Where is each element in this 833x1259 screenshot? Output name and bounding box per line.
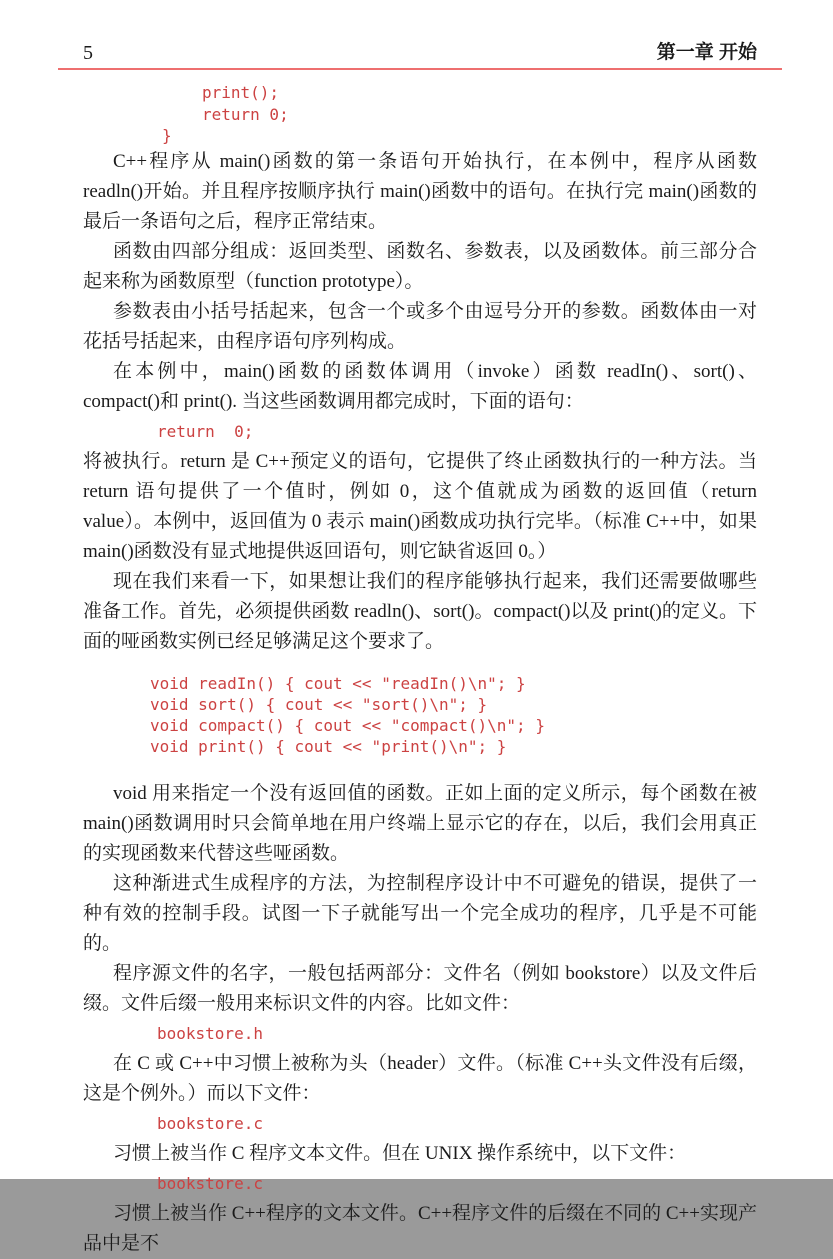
code-line: void print() { cout << "print()\n"; }	[150, 736, 507, 756]
code-line: }	[162, 126, 172, 145]
code-line: void readIn() { cout << "readIn()\n"; }	[150, 673, 526, 693]
code-line: return 0;	[202, 104, 289, 124]
code-line: void compact() { cout << "compact()\n"; }	[150, 715, 545, 735]
paragraph: 这种渐进式生成程序的方法，为控制程序设计中不可避免的错误，提供了一种有效的控制手段。试图一下子就能写出一个完全成功的程序，几乎是不可能的。	[83, 872, 757, 954]
paragraph: void 用来指定一个没有返回值的函数。正如上面的定义所示，每个函数在被 main()函数调用时只会简单地在用户终端上显示它的存在，以后，我们会用真正的实现函数来代替这些哑函数。	[83, 782, 757, 864]
paragraph: 参数表由小括号括起来，包含一个或多个由逗号分开的参数。函数体由一对花括号括起来，由程序语句序列构成。	[83, 300, 757, 352]
paragraph: C++程序从 main()函数的第一条语句开始执行，在本例中，程序从函数 readln()开始。并且程序按顺序执行 main()函数中的语句。在执行完 main()函数的最后一条语句之后，程序正常结束。	[83, 150, 757, 232]
header-rule	[58, 68, 782, 70]
paragraph: 在本例中，main()函数的函数体调用（invoke）函数 readIn()、sort()、compact()和 print(). 当这些函数调用都完成时，下面的语句：	[83, 360, 757, 412]
paragraph: 程序源文件的名字，一般包括两部分：文件名（例如 bookstore）以及文件后缀。文件后缀一般用来标识文件的内容。比如文件：	[83, 962, 757, 1014]
chapter-title: 第一章 开始	[656, 42, 757, 63]
paragraph: 习惯上被当作 C++程序的文本文件。C++程序文件的后缀在不同的 C++实现产品中是不	[83, 1202, 757, 1254]
code-line: bookstore.c	[157, 1113, 263, 1133]
paragraph: 在 C 或 C++中习惯上被称为头（header）文件。（标准 C++头文件没有后缀，这是个例外。）而以下文件：	[83, 1052, 757, 1104]
paragraph: 将被执行。return 是 C++预定义的语句，它提供了终止函数执行的一种方法。当 return 语句提供了一个值时，例如 0，这个值就成为函数的返回值（return value）。本例中，返回值为 0 表示 main()函数成功执行完毕。（标准 C++中，如果 main()函数没有显式地提供返回语句，则它缺省返回 0。）	[83, 450, 757, 562]
code-line: void sort() { cout << "sort()\n"; }	[150, 694, 488, 714]
code-line: bookstore.c	[157, 1173, 263, 1193]
page-header	[83, 0, 757, 64]
code-line: print();	[202, 83, 280, 102]
code-line: return 0;	[157, 421, 254, 441]
paragraph: 函数由四部分组成：返回类型、函数名、参数表，以及函数体。前三部分合起来称为函数原型（function prototype）。	[83, 240, 757, 292]
paragraph: 现在我们来看一下，如果想让我们的程序能够执行起来，我们还需要做哪些准备工作。首先，必须提供函数 readln()、sort()。compact()以及 print()的定义。下面的哑函数实例已经足够满足这个要求了。	[83, 570, 757, 652]
page-number: 5	[83, 42, 93, 64]
code-line: bookstore.h	[157, 1023, 263, 1043]
page-body	[83, 82, 757, 1259]
paragraph: 习惯上被当作 C 程序文本文件。但在 UNIX 操作系统中，以下文件：	[113, 1142, 687, 1164]
